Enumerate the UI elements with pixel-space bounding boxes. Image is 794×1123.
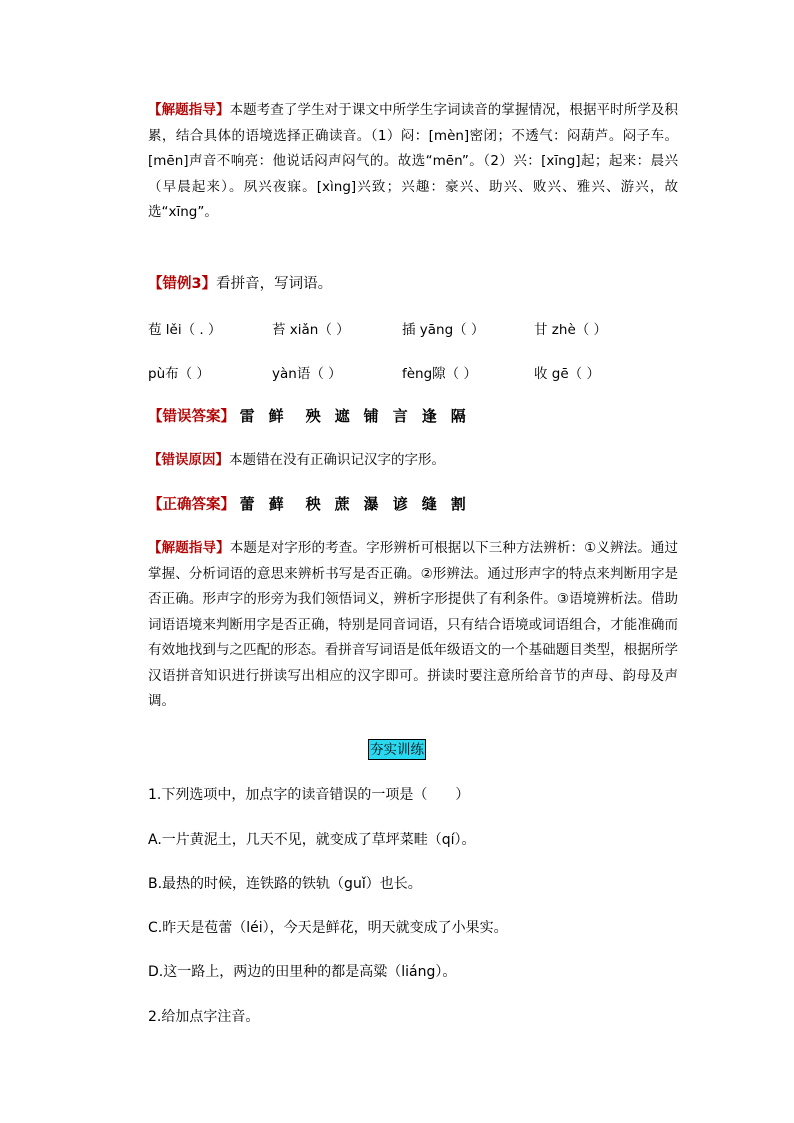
answer-char: 割 [450, 495, 466, 513]
pinyin-text: fèng隙（ ） [402, 366, 477, 382]
pinyin-text: xiǎn（ ） [289, 322, 350, 338]
correct-answer-chars [240, 497, 480, 513]
pinyin-text: yàn语（ ） [272, 366, 342, 382]
question-1: 1.下列选项中，加点字的读音错误的一项是（ ） [148, 787, 470, 803]
answer-char: 缝 [421, 495, 437, 513]
pinyin-item [402, 318, 484, 338]
answer-char: 藓 [268, 495, 284, 513]
pinyin-text: pù布（ ） [148, 366, 210, 382]
option-d: D.这一路上，两边的田里种的都是高粱（liáng）。 [148, 964, 457, 980]
example-tag: 【错例3】 [148, 276, 217, 292]
answer-char: 隔 [450, 407, 466, 425]
pinyin-char: 苔 [272, 322, 286, 338]
wrong-reason-line [148, 449, 445, 471]
option-b: B.最热的时候，连铁路的铁轨（guǐ）也长。 [148, 876, 422, 892]
wrong-reason-tag: 【错误原因】 [148, 452, 229, 468]
pinyin-char: 甘 [534, 322, 548, 338]
answer-char: 逢 [421, 407, 437, 425]
pinyin-char: 收 [534, 366, 548, 382]
pinyin-char: 插 [402, 322, 416, 338]
example-3-heading [148, 273, 332, 295]
question-2: 2.给加点字注音。 [148, 1009, 260, 1025]
option-a: A.一片黄泥土，几天不见，就变成了草坪菜畦（qí）。 [148, 832, 476, 848]
pinyin-item [272, 362, 342, 382]
pinyin-item [148, 318, 221, 338]
example-text: 看拼音，写词语。 [216, 276, 333, 292]
guide-text: 本题是对字形的考查。字形辨析可根据以下三种方法辨析：①义辨法。通过掌握、分析词语的意思来辨析书写是否正确。②形辨法。通过形声字的特点来判断用字是否正确。形声字的形旁为我们领悟词义，辨析字形提供了有利条件。③语境辨析法。借助词语语境来判断用字是否正确，特别是同音词语，只有结合语境或词语组合，才能准确而有效地找到与之匹配的形态。看拼音写词语是低年级语文的一个基础题目类型，根据所学汉语拼音知识进行拼读写出相应的汉字即可。拼读时要注意所给音节的声母、韵母及声调。 [148, 540, 679, 709]
correct-answer-tag: 【正确答案】 [148, 497, 235, 513]
guide-paragraph-2 [148, 536, 678, 715]
correct-answer-line [148, 493, 480, 516]
section-title-box: 夯实训练 [368, 739, 426, 760]
answer-char: 秧 [305, 495, 321, 513]
answer-char: 瀑 [363, 495, 379, 513]
pinyin-item [402, 362, 477, 382]
answer-char: 谚 [392, 495, 408, 513]
answer-char: 遮 [334, 407, 350, 425]
answer-char: 鲜 [268, 407, 284, 425]
answer-char: 殃 [305, 407, 321, 425]
answer-char: 言 [392, 407, 408, 425]
pinyin-text: lěi（ . ） [165, 322, 222, 338]
answer-char: 蕾 [239, 495, 255, 513]
option-c: C.昨天是苞蕾（léi），今天是鲜花，明天就变成了小果实。 [148, 920, 508, 936]
pinyin-text: yāng（ ） [419, 322, 485, 338]
pinyin-item [272, 318, 350, 338]
answer-char: 铺 [363, 407, 379, 425]
guide-tag: 【解题指导】 [148, 102, 230, 118]
guide-paragraph-1 [148, 98, 678, 226]
wrong-answer-tag: 【错误答案】 [148, 409, 235, 425]
pinyin-text: gē（ ） [551, 366, 600, 382]
pinyin-item [148, 362, 210, 382]
wrong-answer-line [148, 405, 480, 428]
answer-char: 雷 [239, 407, 255, 425]
guide-tag: 【解题指导】 [148, 540, 230, 556]
guide-text: 本题考查了学生对于课文中所学生字词读音的掌握情况，根据平时所学及积累，结合具体的语境选择正确读音。（1）闷：[mèn]密闭；不透气：闷葫芦。闷子车。[mēn]声音不响亮：他说话闷声闷气的。故选“mēn”。（2）兴：[xīng]起；起来：晨兴（早晨起来）。夙兴夜寐。[xìng]兴致；兴趣：豪兴、助兴、败兴、雅兴、游兴，故选“xīng”。 [148, 102, 679, 220]
wrong-reason-text: 本题错在没有正确识记汉字的字形。 [229, 452, 445, 468]
pinyin-item [534, 362, 600, 382]
pinyin-char: 苞 [148, 322, 162, 338]
wrong-answer-chars [240, 409, 480, 425]
pinyin-text: zhè（ ） [551, 322, 608, 338]
answer-char: 蔗 [334, 495, 350, 513]
pinyin-item [534, 318, 607, 338]
